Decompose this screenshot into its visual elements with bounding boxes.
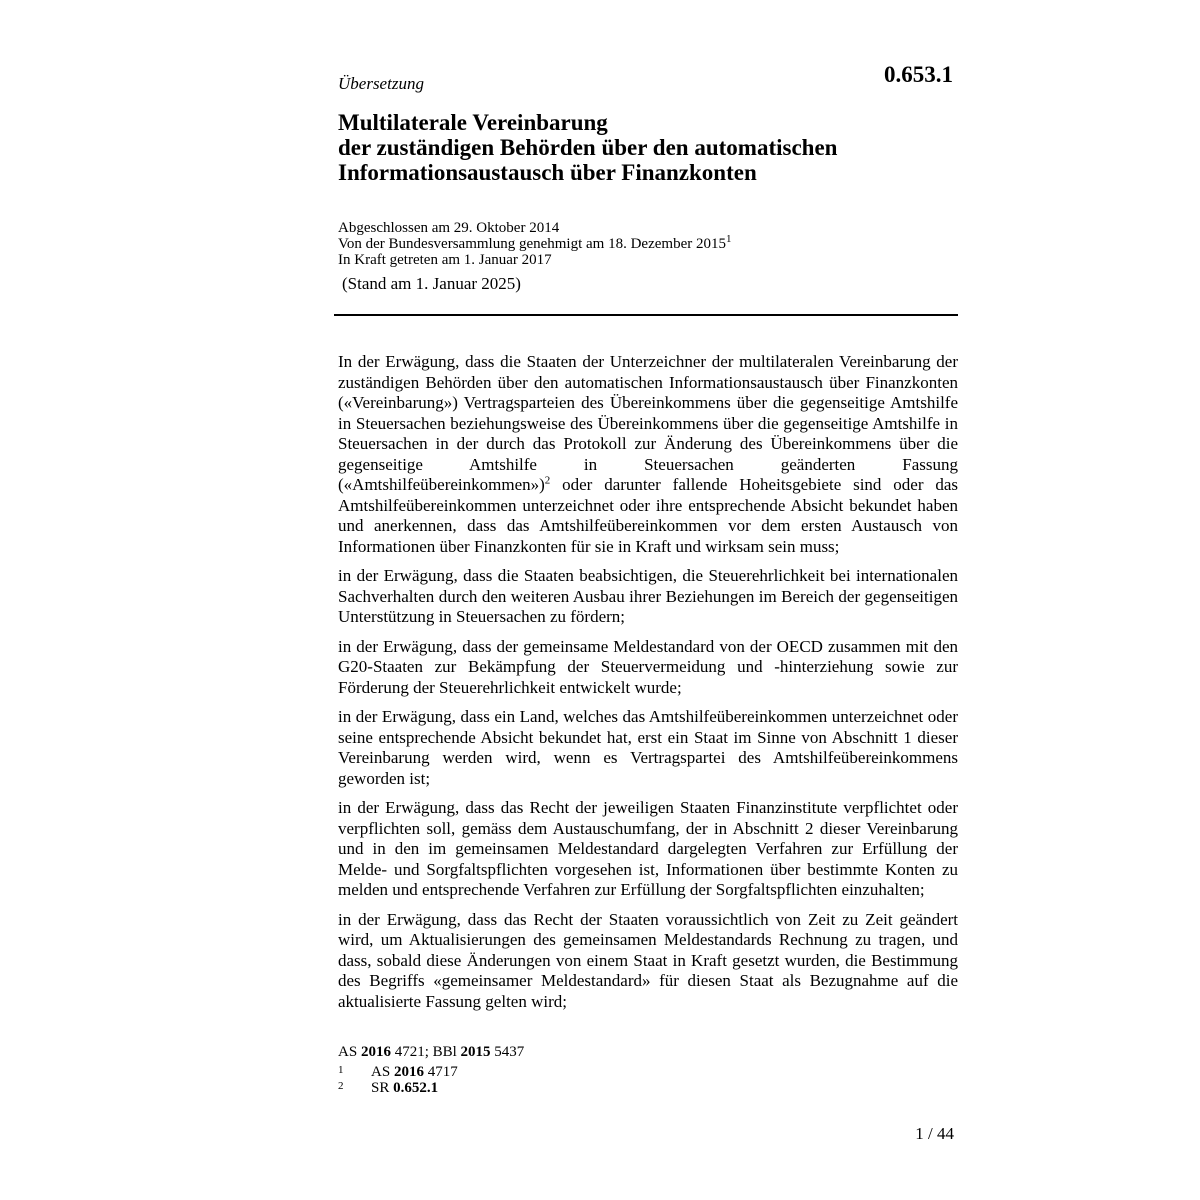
title-line-3: Informationsaustausch über Finanzkonten bbox=[338, 160, 757, 185]
title-line-1: Multilaterale Vereinbarung bbox=[338, 110, 608, 135]
preamble-paragraph-2: in der Erwägung, dass die Staaten beabsichtigen, die Steuerehrlichkeit bei internationalen Sachverhalten durch den weiteren Ausbau ihrer Beziehungen im Bereich der gegenseitigen Unterstützung in Steuersachen zu fördern; bbox=[338, 566, 958, 626]
status-date: (Stand am 1. Januar 2025) bbox=[342, 274, 521, 293]
preamble-paragraph-4: in der Erwägung, dass ein Land, welches das Amtshilfeübereinkommen unterzeichnet oder seine entsprechende Absicht bekundet hat, erst ein Staat im Sinne von Abschnitt 1 dieser Vereinbarung werden wird, wenn es Vertragspartei des Amtshilfeübereinkommens geworden ist; bbox=[338, 707, 958, 788]
preamble-paragraph-6: in der Erwägung, dass das Recht der Staaten voraussichtlich von Zeit zu Zeit geändert wird, um Aktualisierungen des gemeinsamen Meldestandards Rechnung zu tragen, und dass, sobald diese Änderungen von einem Staat in Kraft gesetzt wurden, die Bestimmung des Begriffs «gemeinsamer Meldestandard» für diesen Staat als Bezugnahme auf die aktualisierte Fassung gelten wird; bbox=[338, 909, 958, 1011]
document-meta bbox=[338, 220, 731, 268]
preamble-paragraph-3: in der Erwägung, dass der gemeinsame Meldestandard von der OECD zusammen mit den G20-Staaten zur Bekämpfung der Steuervermeidung und -hinterziehung sowie zur Förderung der Steuerehrlichkeit entwickelt wurde; bbox=[338, 636, 958, 697]
document-title bbox=[338, 110, 837, 185]
source-reference: AS 2016 4721; BBl 2015 5437 bbox=[338, 1044, 525, 1060]
footnotes bbox=[338, 1044, 524, 1096]
preamble bbox=[338, 352, 958, 1021]
footnote-text: AS 2016 4717 bbox=[371, 1064, 458, 1080]
translation-label: Übersetzung bbox=[338, 74, 424, 93]
footnote-number: 1 bbox=[338, 1064, 344, 1076]
page-number: 1 / 44 bbox=[915, 1124, 954, 1143]
footnote-text[interactable]: SR 0.652.1 bbox=[371, 1080, 439, 1096]
title-line-2: der zuständigen Behörden über den automatischen bbox=[338, 135, 838, 160]
in-force-date: In Kraft getreten am 1. Januar 2017 bbox=[338, 252, 552, 268]
preamble-paragraph-1: In der Erwägung, dass die Staaten der Unterzeichner der multilateralen Vereinbarung der zuständigen Behörden über den automatischen Informationsaustausch über Finanzkonten («Vereinbarung») Vertragsparteien des Übereinkommens über die gegenseitige Amtshilfe in Steuersachen beziehungsweise des Übereinkommens über die gegenseitige Amtshilfe in Steuersachen in der durch das Protokoll zur Änderung des Übereinkommens über die gegenseitige Amtshilfe in Steuersachen geänderten Fassung («Amtshilfeübereinkommen»)$^2$ oder darunter fallende Hoheitsgebiete sind oder das Amtshilfeübereinkommen unterzeichnet oder ihre entsprechende Absicht bekundet haben und anerkennen, dass das Amtshilfeübereinkommen vor dem ersten Austausch von Informationen über Finanzkonten für sie in Kraft und wirksam sein muss; bbox=[338, 352, 958, 556]
concluded-date: Abgeschlossen am 29. Oktober 2014 bbox=[338, 220, 560, 236]
footnote-number: 2 bbox=[338, 1080, 344, 1092]
footnote-ref-2[interactable]: 2 bbox=[544, 474, 551, 487]
sr-number: 0.653.1 bbox=[884, 62, 953, 87]
preamble-paragraph-5: in der Erwägung, dass das Recht der jeweiligen Staaten Finanzinstitute verpflichtet oder verpflichten soll, gemäss dem Austauschumfang, der in Abschnitt 2 dieser Vereinbarung und in den im gemeinsamen Meldestandard dargelegten Verfahren zur Erfüllung der Melde- und Sorgfaltspflichten vorgesehen ist, Informationen über bestimmte Konten zu melden und entsprechende Verfahren zur Erfüllung der Sorgfaltspflichten einzuhalten; bbox=[338, 798, 958, 899]
footnote-2 bbox=[338, 1080, 524, 1096]
approval-date: Von der Bundesversammlung genehmigt am 18. Dezember 2015$^1$ bbox=[338, 233, 732, 252]
header-rule bbox=[334, 314, 958, 316]
footnote-ref-1[interactable]: 1 bbox=[725, 233, 732, 245]
